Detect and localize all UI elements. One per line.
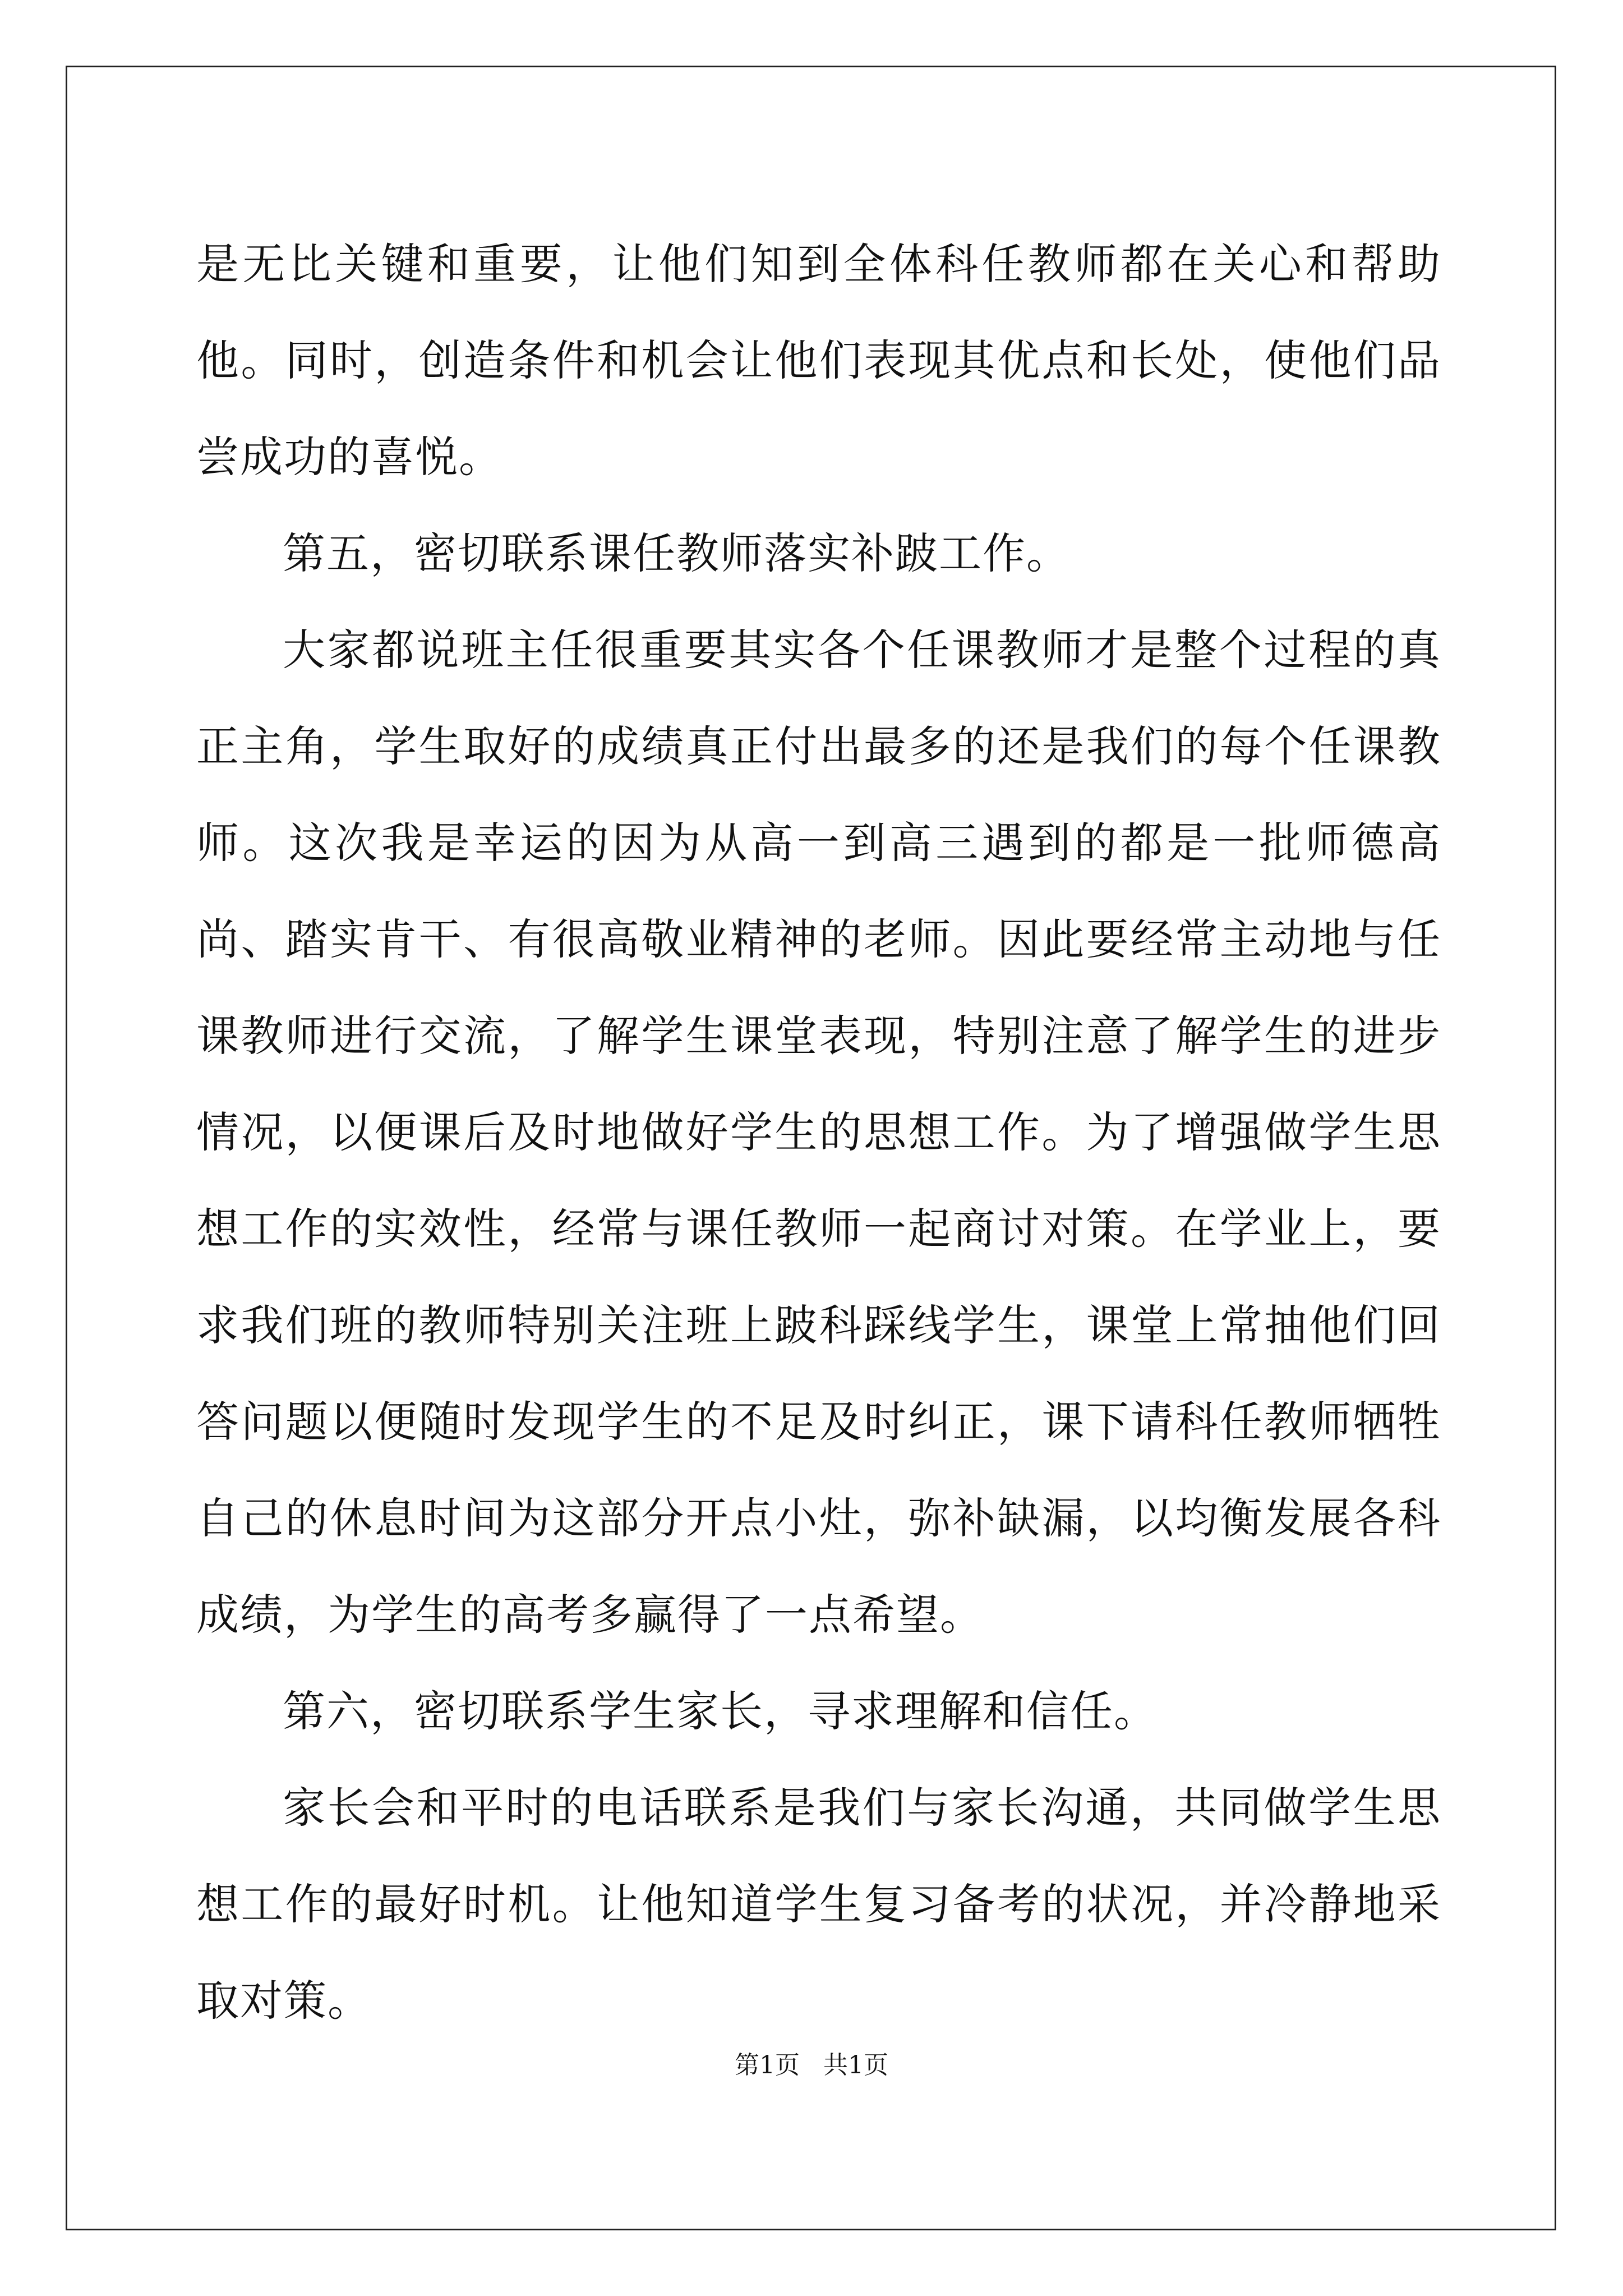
- document-body: [196, 216, 1441, 2049]
- paragraph-1: 是无比关键和重要，让他们知到全体科任教师都在关心和帮助他。同时，创造条件和机会让他们表现其优点和长处，使他们品尝成功的喜悦。: [196, 239, 1441, 482]
- page-footer: 第1页 共1页: [735, 2051, 888, 2079]
- paragraph-5: 家长会和平时的电话联系是我们与家长沟通，共同做学生思想工作的最好时机。让他知道学生复习备考的状况，并冷静地采取对策。: [196, 1783, 1441, 2026]
- paragraph-3: 大家都说班主任很重要其实各个任课教师才是整个过程的真正主角，学生取好的成绩真正付出最多的还是我们的每个任课教师。这次我是幸运的因为从高一到高三遇到的都是一批师德高尚、踏实肯干、有很高敬业精神的老师。因此要经常主动地与任课教师进行交流，了解学生课堂表现，特别注意了解学生的进步情况，以便课后及时地做好学生的思想工作。为了增强做学生思想工作的实效性，经常与课任教师一起商讨对策。在学业上，要求我们班的教师特别关注班上跛科踩线学生，课堂上常抽他们回答问题以便随时发现学生的不足及时纠正，课下请科任教师牺牲自己的休息时间为这部分开点小灶，弥补缺漏，以均衡发展各科成绩，为学生的高考多赢得了一点希望。: [196, 625, 1441, 1640]
- paragraph-4-heading-sixth: 第六，密切联系学生家长，寻求理解和信任。: [283, 1686, 1158, 1736]
- paragraph-2-heading-fifth: 第五，密切联系课任教师落实补跛工作。: [283, 528, 1070, 578]
